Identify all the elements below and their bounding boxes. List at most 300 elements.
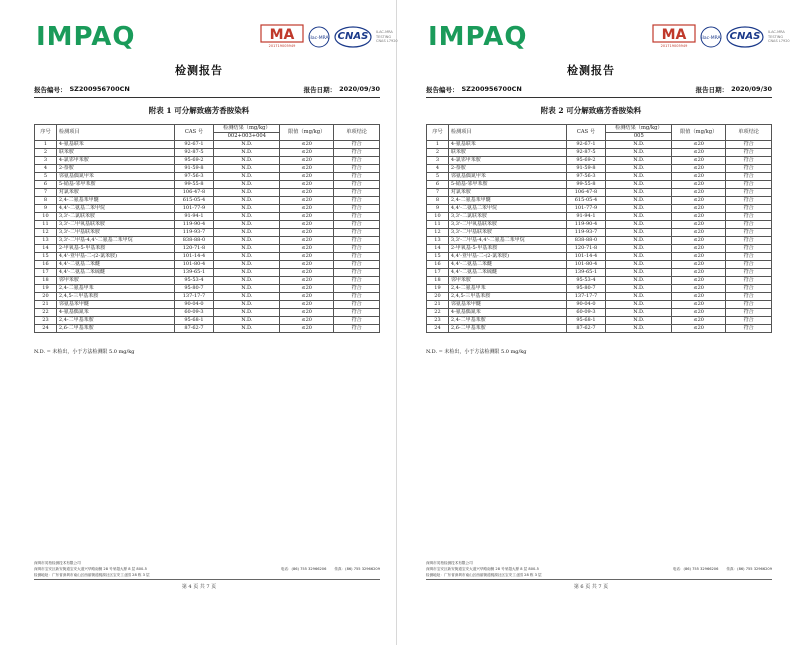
row-item: 4,4'-二氨基二苯醚 [448, 261, 566, 269]
row-limit: ≤20 [280, 157, 334, 165]
row-limit: ≤20 [672, 293, 726, 301]
row-conclusion: 符合 [334, 213, 380, 221]
row-no: 1 [427, 141, 449, 149]
footer-company: 深圳市英柏检测技术有限公司 [426, 561, 473, 565]
row-conclusion: 符合 [334, 317, 380, 325]
row-result: N.D. [214, 165, 280, 173]
row-cas: 119-93-7 [566, 229, 606, 237]
ilac-mra-mark: ilac-MRA [309, 36, 329, 41]
row-result: N.D. [606, 269, 672, 277]
row-item: 4-氯邻甲苯胺 [448, 157, 566, 165]
table-row [427, 237, 772, 245]
table-row [427, 285, 772, 293]
row-item: 4-氨基偶氮苯 [448, 309, 566, 317]
row-conclusion: 符合 [334, 165, 380, 173]
cnas-icon [334, 26, 372, 48]
row-result: N.D. [214, 325, 280, 333]
row-cas: 92-87-5 [174, 149, 214, 157]
results-table [34, 124, 380, 333]
row-no: 17 [427, 269, 449, 277]
row-conclusion: 符合 [726, 293, 772, 301]
row-no: 13 [427, 237, 449, 245]
row-limit: ≤20 [672, 237, 726, 245]
row-cas: 137-17-7 [174, 293, 214, 301]
row-limit: ≤20 [280, 293, 334, 301]
row-cas: 101-80-4 [174, 261, 214, 269]
row-item: 邻甲苯胺 [448, 277, 566, 285]
row-limit: ≤20 [280, 205, 334, 213]
row-conclusion: 符合 [726, 149, 772, 157]
row-result: N.D. [214, 221, 280, 229]
header-no: 序号 [35, 125, 57, 141]
row-result: N.D. [606, 325, 672, 333]
row-no: 12 [427, 229, 449, 237]
accreditation-note-line: CNAS L7920 [376, 39, 398, 44]
row-limit: ≤20 [280, 197, 334, 205]
row-item: 联苯胺 [56, 149, 174, 157]
row-cas: 92-87-5 [566, 149, 606, 157]
row-cas: 137-17-7 [566, 293, 606, 301]
table-row [427, 325, 772, 333]
accreditation-note-line: ILAC-MRA [376, 30, 393, 35]
row-cas: 106-47-8 [174, 189, 214, 197]
row-no: 6 [35, 181, 57, 189]
cma-mark: MA [661, 27, 687, 43]
row-item: 对氯苯胺 [448, 189, 566, 197]
table-row [35, 277, 380, 285]
table-row [427, 301, 772, 309]
header-item: 检测项目 [448, 125, 566, 141]
row-result: N.D. [606, 213, 672, 221]
row-cas: 99-55-8 [566, 181, 606, 189]
table-row [35, 245, 380, 253]
row-result: N.D. [214, 301, 280, 309]
row-conclusion: 符合 [334, 245, 380, 253]
row-no: 21 [427, 301, 449, 309]
table-row [35, 205, 380, 213]
row-conclusion: 符合 [334, 173, 380, 181]
row-conclusion: 符合 [334, 277, 380, 285]
row-conclusion: 符合 [726, 261, 772, 269]
row-result: N.D. [214, 141, 280, 149]
row-item: 4-氨基偶氮苯 [56, 309, 174, 317]
row-result: N.D. [214, 245, 280, 253]
row-limit: ≤20 [672, 213, 726, 221]
table-row [427, 173, 772, 181]
row-cas: 838-88-0 [566, 237, 606, 245]
row-result: N.D. [606, 285, 672, 293]
row-item: 3,3'-二氯联苯胺 [56, 213, 174, 221]
report-meta [426, 85, 772, 97]
row-cas: 90-04-0 [174, 301, 214, 309]
row-conclusion: 符合 [726, 141, 772, 149]
row-cas: 91-94-1 [174, 213, 214, 221]
row-limit: ≤20 [672, 261, 726, 269]
row-no: 21 [35, 301, 57, 309]
cnas-icon [726, 26, 764, 48]
row-limit: ≤20 [280, 301, 334, 309]
row-no: 7 [427, 189, 449, 197]
footer-divider [426, 579, 772, 580]
row-result: N.D. [606, 189, 672, 197]
row-no: 6 [427, 181, 449, 189]
row-item: 2,4-二甲基苯胺 [448, 317, 566, 325]
cma-number: 201719005949 [268, 44, 296, 48]
row-no: 19 [427, 285, 449, 293]
row-limit: ≤20 [280, 181, 334, 189]
row-limit: ≤20 [280, 221, 334, 229]
row-cas: 60-09-3 [174, 309, 214, 317]
cma-certification-icon [260, 24, 304, 50]
row-no: 16 [427, 261, 449, 269]
row-item: 4,4'-亚甲基-二-(2-氯苯胺) [56, 253, 174, 261]
row-no: 2 [35, 149, 57, 157]
header-cas: CAS 号 [566, 125, 606, 141]
footer-company: 深圳市英柏检测技术有限公司 [34, 561, 81, 565]
row-item: 4,4'-二氨基二苯硫醚 [448, 269, 566, 277]
table-row [35, 309, 380, 317]
row-limit: ≤20 [280, 229, 334, 237]
row-limit: ≤20 [672, 309, 726, 317]
row-cas: 615-05-4 [174, 197, 214, 205]
row-item: 邻氨基苯甲醚 [56, 301, 174, 309]
row-limit: ≤20 [672, 173, 726, 181]
row-result: N.D. [214, 317, 280, 325]
footer-lab-address: 检测地址：广东省深圳市南山区西丽街道桃源社区宝安工业园 28 栋 3 层 [34, 573, 150, 577]
row-cas: 139-65-1 [566, 269, 606, 277]
row-item: 3,3'-二甲基联苯胺 [56, 229, 174, 237]
row-cas: 106-47-8 [566, 189, 606, 197]
row-no: 18 [35, 277, 57, 285]
table-row [35, 157, 380, 165]
row-conclusion: 符合 [726, 229, 772, 237]
table-row [427, 213, 772, 221]
row-conclusion: 符合 [334, 293, 380, 301]
row-conclusion: 符合 [726, 173, 772, 181]
table-row [35, 285, 380, 293]
row-result: N.D. [214, 261, 280, 269]
row-no: 7 [35, 189, 57, 197]
row-result: N.D. [606, 181, 672, 189]
header-conclusion: 单项结论 [726, 125, 772, 141]
table-row [35, 293, 380, 301]
row-item: 3,3'-二氯联苯胺 [448, 213, 566, 221]
row-conclusion: 符合 [726, 317, 772, 325]
table-title: 附表 2 可分解致癌芳香胺染料 [540, 106, 642, 115]
footer [426, 560, 772, 578]
row-no: 10 [427, 213, 449, 221]
row-cas: 97-56-3 [566, 173, 606, 181]
row-limit: ≤20 [280, 213, 334, 221]
row-result: N.D. [214, 277, 280, 285]
row-result: N.D. [606, 245, 672, 253]
row-item: 2,6-二甲基苯胺 [448, 325, 566, 333]
row-no: 1 [35, 141, 57, 149]
row-conclusion: 符合 [726, 325, 772, 333]
row-limit: ≤20 [280, 277, 334, 285]
header-limit: 限值（mg/kg） [280, 125, 334, 141]
row-no: 17 [35, 269, 57, 277]
nd-note: N.D. = 未检出，小于方法检测限 5.0 mg/kg [426, 349, 527, 355]
table-row [35, 301, 380, 309]
row-conclusion: 符合 [334, 149, 380, 157]
row-conclusion: 符合 [334, 237, 380, 245]
row-limit: ≤20 [672, 253, 726, 261]
ilac-mra-icon [700, 26, 722, 48]
footer [34, 560, 380, 578]
row-cas: 87-62-7 [566, 325, 606, 333]
row-conclusion: 符合 [334, 325, 380, 333]
row-limit: ≤20 [280, 317, 334, 325]
row-item: 5-硝基-邻甲苯胺 [56, 181, 174, 189]
table-row [427, 205, 772, 213]
ilac-mra-icon [308, 26, 330, 48]
row-limit: ≤20 [280, 149, 334, 157]
table-row [35, 229, 380, 237]
row-conclusion: 符合 [334, 229, 380, 237]
row-limit: ≤20 [672, 197, 726, 205]
row-conclusion: 符合 [334, 221, 380, 229]
table-row [35, 221, 380, 229]
table-row [427, 309, 772, 317]
report-title: 检测报告 [567, 64, 615, 77]
row-no: 3 [427, 157, 449, 165]
row-conclusion: 符合 [726, 221, 772, 229]
row-no: 14 [427, 245, 449, 253]
row-item: 4,4'-二氨基二苯甲烷 [56, 205, 174, 213]
row-result: N.D. [606, 157, 672, 165]
header-divider [426, 97, 772, 98]
row-item: 4,4'-二氨基二苯醚 [56, 261, 174, 269]
row-cas: 101-80-4 [566, 261, 606, 269]
footer-address: 深圳市宝安区新安街道宝安大道兴华路南侧 28 号荣超大厦 8 层 800-5 [426, 567, 539, 571]
row-result: N.D. [214, 237, 280, 245]
table-row [427, 293, 772, 301]
report-number: SZ200956700CN [69, 85, 130, 93]
table-row [427, 165, 772, 173]
row-result: N.D. [606, 141, 672, 149]
footer-divider [34, 579, 380, 580]
row-conclusion: 符合 [334, 261, 380, 269]
row-conclusion: 符合 [726, 237, 772, 245]
row-limit: ≤20 [280, 189, 334, 197]
footer-fax: 传真：(86) 755 32966209 [726, 567, 772, 571]
row-cas: 101-77-9 [566, 205, 606, 213]
table-row [427, 221, 772, 229]
row-limit: ≤20 [280, 237, 334, 245]
cma-certification-icon [652, 24, 696, 50]
row-item: 4-氯邻甲苯胺 [56, 157, 174, 165]
row-item: 3,3'-二甲基联苯胺 [448, 229, 566, 237]
impaq-logo: IMPAQ [428, 22, 528, 52]
table-row [427, 253, 772, 261]
row-item: 2-萘胺 [56, 165, 174, 173]
row-result: N.D. [214, 269, 280, 277]
row-no: 20 [427, 293, 449, 301]
table-row [427, 181, 772, 189]
report-number: SZ200956700CN [461, 85, 522, 93]
row-result: N.D. [214, 205, 280, 213]
header-sample-ids: 005 [606, 133, 672, 141]
table-row [35, 317, 380, 325]
row-no: 8 [35, 197, 57, 205]
table-row [35, 173, 380, 181]
row-item: 5-硝基-邻甲苯胺 [448, 181, 566, 189]
row-conclusion: 符合 [334, 157, 380, 165]
header-item: 检测项目 [56, 125, 174, 141]
row-conclusion: 符合 [726, 245, 772, 253]
row-no: 22 [35, 309, 57, 317]
cma-number: 201719005949 [660, 44, 688, 48]
row-no: 22 [427, 309, 449, 317]
row-item: 邻氨基苯甲醚 [448, 301, 566, 309]
row-item: 3,3'-二甲基-4,4'-二氨基二苯甲烷 [448, 237, 566, 245]
footer-tel: 电话：(86) 755 32966206 [672, 567, 719, 571]
row-result: N.D. [214, 181, 280, 189]
certification-marks [260, 24, 404, 50]
row-conclusion: 符合 [334, 189, 380, 197]
report-page-4 [8, 0, 398, 645]
header-sample-ids: 002+003+004 [214, 133, 280, 141]
table-row [35, 269, 380, 277]
row-item: 2-甲氧基-5-甲基苯胺 [56, 245, 174, 253]
row-limit: ≤20 [280, 325, 334, 333]
row-result: N.D. [214, 285, 280, 293]
row-cas: 95-80-7 [174, 285, 214, 293]
row-no: 4 [427, 165, 449, 173]
row-cas: 92-67-1 [174, 141, 214, 149]
row-result: N.D. [214, 309, 280, 317]
header-limit: 限值（mg/kg） [672, 125, 726, 141]
row-cas: 95-80-7 [566, 285, 606, 293]
row-no: 18 [427, 277, 449, 285]
row-no: 23 [427, 317, 449, 325]
row-cas: 95-53-4 [174, 277, 214, 285]
row-item: 邻甲苯胺 [56, 277, 174, 285]
cnas-mark: CNAS [729, 31, 761, 42]
row-no: 15 [427, 253, 449, 261]
table-row [427, 197, 772, 205]
report-number-label: 报告编号： [426, 86, 459, 94]
row-limit: ≤20 [672, 149, 726, 157]
header-result: 检测结果（mg/kg） [606, 125, 672, 133]
row-no: 16 [35, 261, 57, 269]
certification-marks [652, 24, 790, 50]
row-conclusion: 符合 [334, 205, 380, 213]
row-cas: 95-68-1 [174, 317, 214, 325]
row-limit: ≤20 [280, 309, 334, 317]
header-no: 序号 [427, 125, 449, 141]
row-limit: ≤20 [280, 253, 334, 261]
row-result: N.D. [606, 237, 672, 245]
table-row [35, 165, 380, 173]
row-item: 4,4'-亚甲基-二-(2-氯苯胺) [448, 253, 566, 261]
row-item: 3,3'-二甲氧基联苯胺 [56, 221, 174, 229]
row-conclusion: 符合 [726, 301, 772, 309]
row-result: N.D. [606, 229, 672, 237]
row-limit: ≤20 [672, 277, 726, 285]
row-result: N.D. [606, 309, 672, 317]
row-item: 3,3'-二甲氧基联苯胺 [448, 221, 566, 229]
row-conclusion: 符合 [334, 181, 380, 189]
row-limit: ≤20 [672, 157, 726, 165]
row-no: 20 [35, 293, 57, 301]
row-cas: 101-14-4 [566, 253, 606, 261]
row-result: N.D. [606, 301, 672, 309]
header-conclusion: 单项结论 [334, 125, 380, 141]
row-result: N.D. [214, 253, 280, 261]
row-item: 4,4'-二氨基二苯甲烷 [448, 205, 566, 213]
table-row [35, 261, 380, 269]
row-limit: ≤20 [672, 325, 726, 333]
row-no: 23 [35, 317, 57, 325]
row-cas: 119-90-4 [174, 221, 214, 229]
footer-lab-address: 检测地址：广东省深圳市南山区西丽街道桃源社区宝安工业园 28 栋 3 层 [426, 573, 542, 577]
row-limit: ≤20 [672, 181, 726, 189]
footer-tel: 电话：(86) 755 32966206 [280, 567, 327, 571]
accreditation-note-line: CNAS L7920 [768, 39, 790, 44]
table-row [427, 277, 772, 285]
row-conclusion: 符合 [726, 309, 772, 317]
row-conclusion: 符合 [334, 141, 380, 149]
table-row [427, 269, 772, 277]
row-result: N.D. [606, 149, 672, 157]
row-item: 4-氨基联苯 [56, 141, 174, 149]
table-row [35, 253, 380, 261]
accreditation-note-line: ILAC-MRA [768, 30, 785, 35]
row-item: 2,4-二氨基甲苯 [448, 285, 566, 293]
page-divider [396, 0, 397, 645]
row-conclusion: 符合 [334, 197, 380, 205]
report-number-label: 报告编号： [34, 86, 67, 94]
row-cas: 139-65-1 [174, 269, 214, 277]
row-limit: ≤20 [280, 165, 334, 173]
row-item: 2,4-二甲基苯胺 [56, 317, 174, 325]
row-limit: ≤20 [672, 301, 726, 309]
row-no: 14 [35, 245, 57, 253]
row-cas: 99-55-8 [174, 181, 214, 189]
row-result: N.D. [214, 173, 280, 181]
accreditation-note [768, 30, 790, 44]
table-row [427, 189, 772, 197]
row-result: N.D. [606, 317, 672, 325]
row-no: 5 [427, 173, 449, 181]
row-no: 4 [35, 165, 57, 173]
row-item: 2,6-二甲基苯胺 [56, 325, 174, 333]
row-item: 2,4,5-三甲基苯胺 [56, 293, 174, 301]
row-result: N.D. [606, 221, 672, 229]
row-no: 11 [427, 221, 449, 229]
row-limit: ≤20 [672, 317, 726, 325]
table-row [35, 213, 380, 221]
row-conclusion: 符合 [334, 309, 380, 317]
row-result: N.D. [606, 261, 672, 269]
accreditation-note-line: TESTING [376, 34, 392, 39]
row-cas: 120-71-8 [566, 245, 606, 253]
row-cas: 119-90-4 [566, 221, 606, 229]
row-item: 联苯胺 [448, 149, 566, 157]
report-date: 2020/09/30 [339, 85, 380, 93]
table-row [427, 317, 772, 325]
row-limit: ≤20 [280, 269, 334, 277]
row-result: N.D. [606, 205, 672, 213]
table-row [35, 197, 380, 205]
row-no: 10 [35, 213, 57, 221]
footer-fax: 传真：(86) 755 32966209 [334, 567, 380, 571]
row-result: N.D. [214, 213, 280, 221]
row-conclusion: 符合 [726, 213, 772, 221]
results-body [427, 141, 772, 333]
